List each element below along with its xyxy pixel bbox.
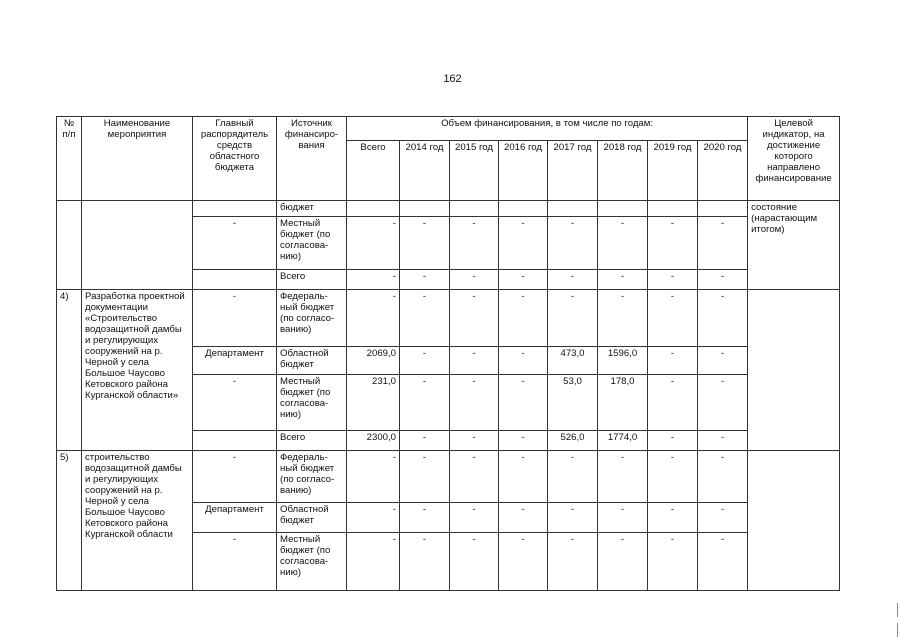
value-cell: - <box>648 347 698 375</box>
source-cell: Местный бюджет (по согласова-нию) <box>277 375 347 431</box>
value-cell: - <box>648 217 698 270</box>
source-cell: Областной бюджет <box>277 503 347 533</box>
header-volume: Объем финансирования, в том числе по годам: <box>347 117 748 141</box>
table-row <box>57 451 840 503</box>
item-number-cell: 4) <box>57 290 82 451</box>
table-row <box>57 290 840 347</box>
value-cell: - <box>499 347 548 375</box>
value-cell: 231,0 <box>347 375 400 431</box>
value-cell: - <box>450 270 499 290</box>
value-cell: - <box>698 347 748 375</box>
value-cell: - <box>499 431 548 451</box>
value-cell: - <box>648 290 698 347</box>
value-cell: - <box>648 533 698 591</box>
value-cell: - <box>450 431 499 451</box>
value-cell: - <box>400 290 450 347</box>
source-cell: Всего <box>277 431 347 451</box>
value-cell: - <box>598 290 648 347</box>
source-cell: Местный бюджет (по согласова-нию) <box>277 217 347 270</box>
value-cell <box>598 201 648 217</box>
header-year: 2020 год <box>698 141 748 201</box>
item-name-cell: строительство водозащитной дамбы и регулирующих сооружений на р. Черной у села Большое Чаусово Кетовского района Курганской области <box>82 451 193 591</box>
value-cell: - <box>648 451 698 503</box>
value-cell: - <box>450 217 499 270</box>
value-cell <box>499 201 548 217</box>
value-cell: - <box>450 375 499 431</box>
value-cell: - <box>400 347 450 375</box>
value-cell <box>548 201 598 217</box>
value-cell: - <box>400 217 450 270</box>
value-cell: - <box>548 503 598 533</box>
value-cell: 1596,0 <box>598 347 648 375</box>
value-cell <box>400 201 450 217</box>
value-cell: - <box>347 533 400 591</box>
value-cell <box>450 201 499 217</box>
value-cell: - <box>450 290 499 347</box>
value-cell: - <box>698 503 748 533</box>
value-cell: - <box>698 533 748 591</box>
value-cell: - <box>400 533 450 591</box>
table-body <box>57 117 840 591</box>
item-number-cell: 5) <box>57 451 82 591</box>
header-no: № п/п <box>57 117 82 201</box>
value-cell: - <box>698 375 748 431</box>
value-cell: - <box>598 270 648 290</box>
value-cell: - <box>400 431 450 451</box>
value-cell <box>347 201 400 217</box>
value-cell: - <box>499 217 548 270</box>
scan-mark <box>897 623 898 637</box>
header-year: 2014 год <box>400 141 450 201</box>
value-cell: - <box>499 533 548 591</box>
value-cell: - <box>450 347 499 375</box>
header-source: Источник финансиро-вания <box>277 117 347 201</box>
value-cell: - <box>347 290 400 347</box>
header-year: Всего <box>347 141 400 201</box>
manager-cell: - <box>193 375 277 431</box>
value-cell: - <box>548 451 598 503</box>
value-cell: 1774,0 <box>598 431 648 451</box>
source-cell: Всего <box>277 270 347 290</box>
value-cell: - <box>347 451 400 503</box>
item-number-cell <box>57 201 82 290</box>
value-cell: - <box>347 217 400 270</box>
value-cell: - <box>347 503 400 533</box>
value-cell <box>698 201 748 217</box>
value-cell: 473,0 <box>548 347 598 375</box>
value-cell: - <box>648 503 698 533</box>
value-cell: 178,0 <box>598 375 648 431</box>
value-cell: - <box>499 375 548 431</box>
value-cell: - <box>598 217 648 270</box>
header-indicator: Целевой индикатор, на достижение которого направлено финансирование <box>748 117 840 201</box>
item-name-cell <box>82 201 193 290</box>
value-cell: - <box>648 431 698 451</box>
item-name-cell: Разработка проектной документации «Строительство водозащитной дамбы и регулирующих сооружений на р. Черной у села Большое Чаусово Кетовского района Курганской области» <box>82 290 193 451</box>
value-cell: - <box>698 431 748 451</box>
manager-cell: Департамент <box>193 503 277 533</box>
value-cell: - <box>400 375 450 431</box>
value-cell: 526,0 <box>548 431 598 451</box>
manager-cell <box>193 201 277 217</box>
financing-table <box>56 116 840 591</box>
manager-cell <box>193 270 277 290</box>
manager-cell <box>193 431 277 451</box>
value-cell: - <box>400 270 450 290</box>
value-cell: - <box>450 503 499 533</box>
header-name: Наименование мероприятия <box>82 117 193 201</box>
value-cell: - <box>698 290 748 347</box>
scan-mark <box>897 603 898 617</box>
value-cell: - <box>499 290 548 347</box>
manager-cell: - <box>193 533 277 591</box>
header-year: 2017 год <box>548 141 598 201</box>
source-cell: Федераль-ный бюджет (по согласо-ванию) <box>277 290 347 347</box>
source-cell: Областной бюджет <box>277 347 347 375</box>
manager-cell: - <box>193 451 277 503</box>
value-cell: - <box>598 503 648 533</box>
manager-cell: Департамент <box>193 347 277 375</box>
source-cell: бюджет <box>277 201 347 217</box>
value-cell: - <box>499 270 548 290</box>
value-cell: - <box>400 503 450 533</box>
indicator-cell: состояние (нарастающим итогом) <box>748 201 840 290</box>
value-cell: - <box>548 290 598 347</box>
manager-cell: - <box>193 217 277 270</box>
page-number: 162 <box>443 73 462 85</box>
value-cell: - <box>450 533 499 591</box>
header-year: 2019 год <box>648 141 698 201</box>
value-cell: 2300,0 <box>347 431 400 451</box>
indicator-cell <box>748 290 840 451</box>
header-year: 2015 год <box>450 141 499 201</box>
value-cell: - <box>548 533 598 591</box>
value-cell: - <box>400 451 450 503</box>
value-cell: - <box>598 451 648 503</box>
source-cell: Местный бюджет (по согласова-нию) <box>277 533 347 591</box>
indicator-cell <box>748 451 840 591</box>
header-manager: Главный распорядитель средств областного бюджета <box>193 117 277 201</box>
source-cell: Федераль-ный бюджет (по согласо-ванию) <box>277 451 347 503</box>
value-cell: - <box>648 270 698 290</box>
header-year: 2018 год <box>598 141 648 201</box>
value-cell: - <box>548 270 598 290</box>
value-cell: - <box>598 533 648 591</box>
value-cell: - <box>698 270 748 290</box>
value-cell <box>648 201 698 217</box>
value-cell: - <box>548 217 598 270</box>
manager-cell: - <box>193 290 277 347</box>
table-row <box>57 201 840 217</box>
value-cell: - <box>499 503 548 533</box>
value-cell: - <box>499 451 548 503</box>
header-year: 2016 год <box>499 141 548 201</box>
value-cell: - <box>347 270 400 290</box>
value-cell: 2069,0 <box>347 347 400 375</box>
value-cell: - <box>698 451 748 503</box>
value-cell: - <box>648 375 698 431</box>
value-cell: - <box>698 217 748 270</box>
value-cell: - <box>450 451 499 503</box>
value-cell: 53,0 <box>548 375 598 431</box>
header-row <box>57 117 840 141</box>
